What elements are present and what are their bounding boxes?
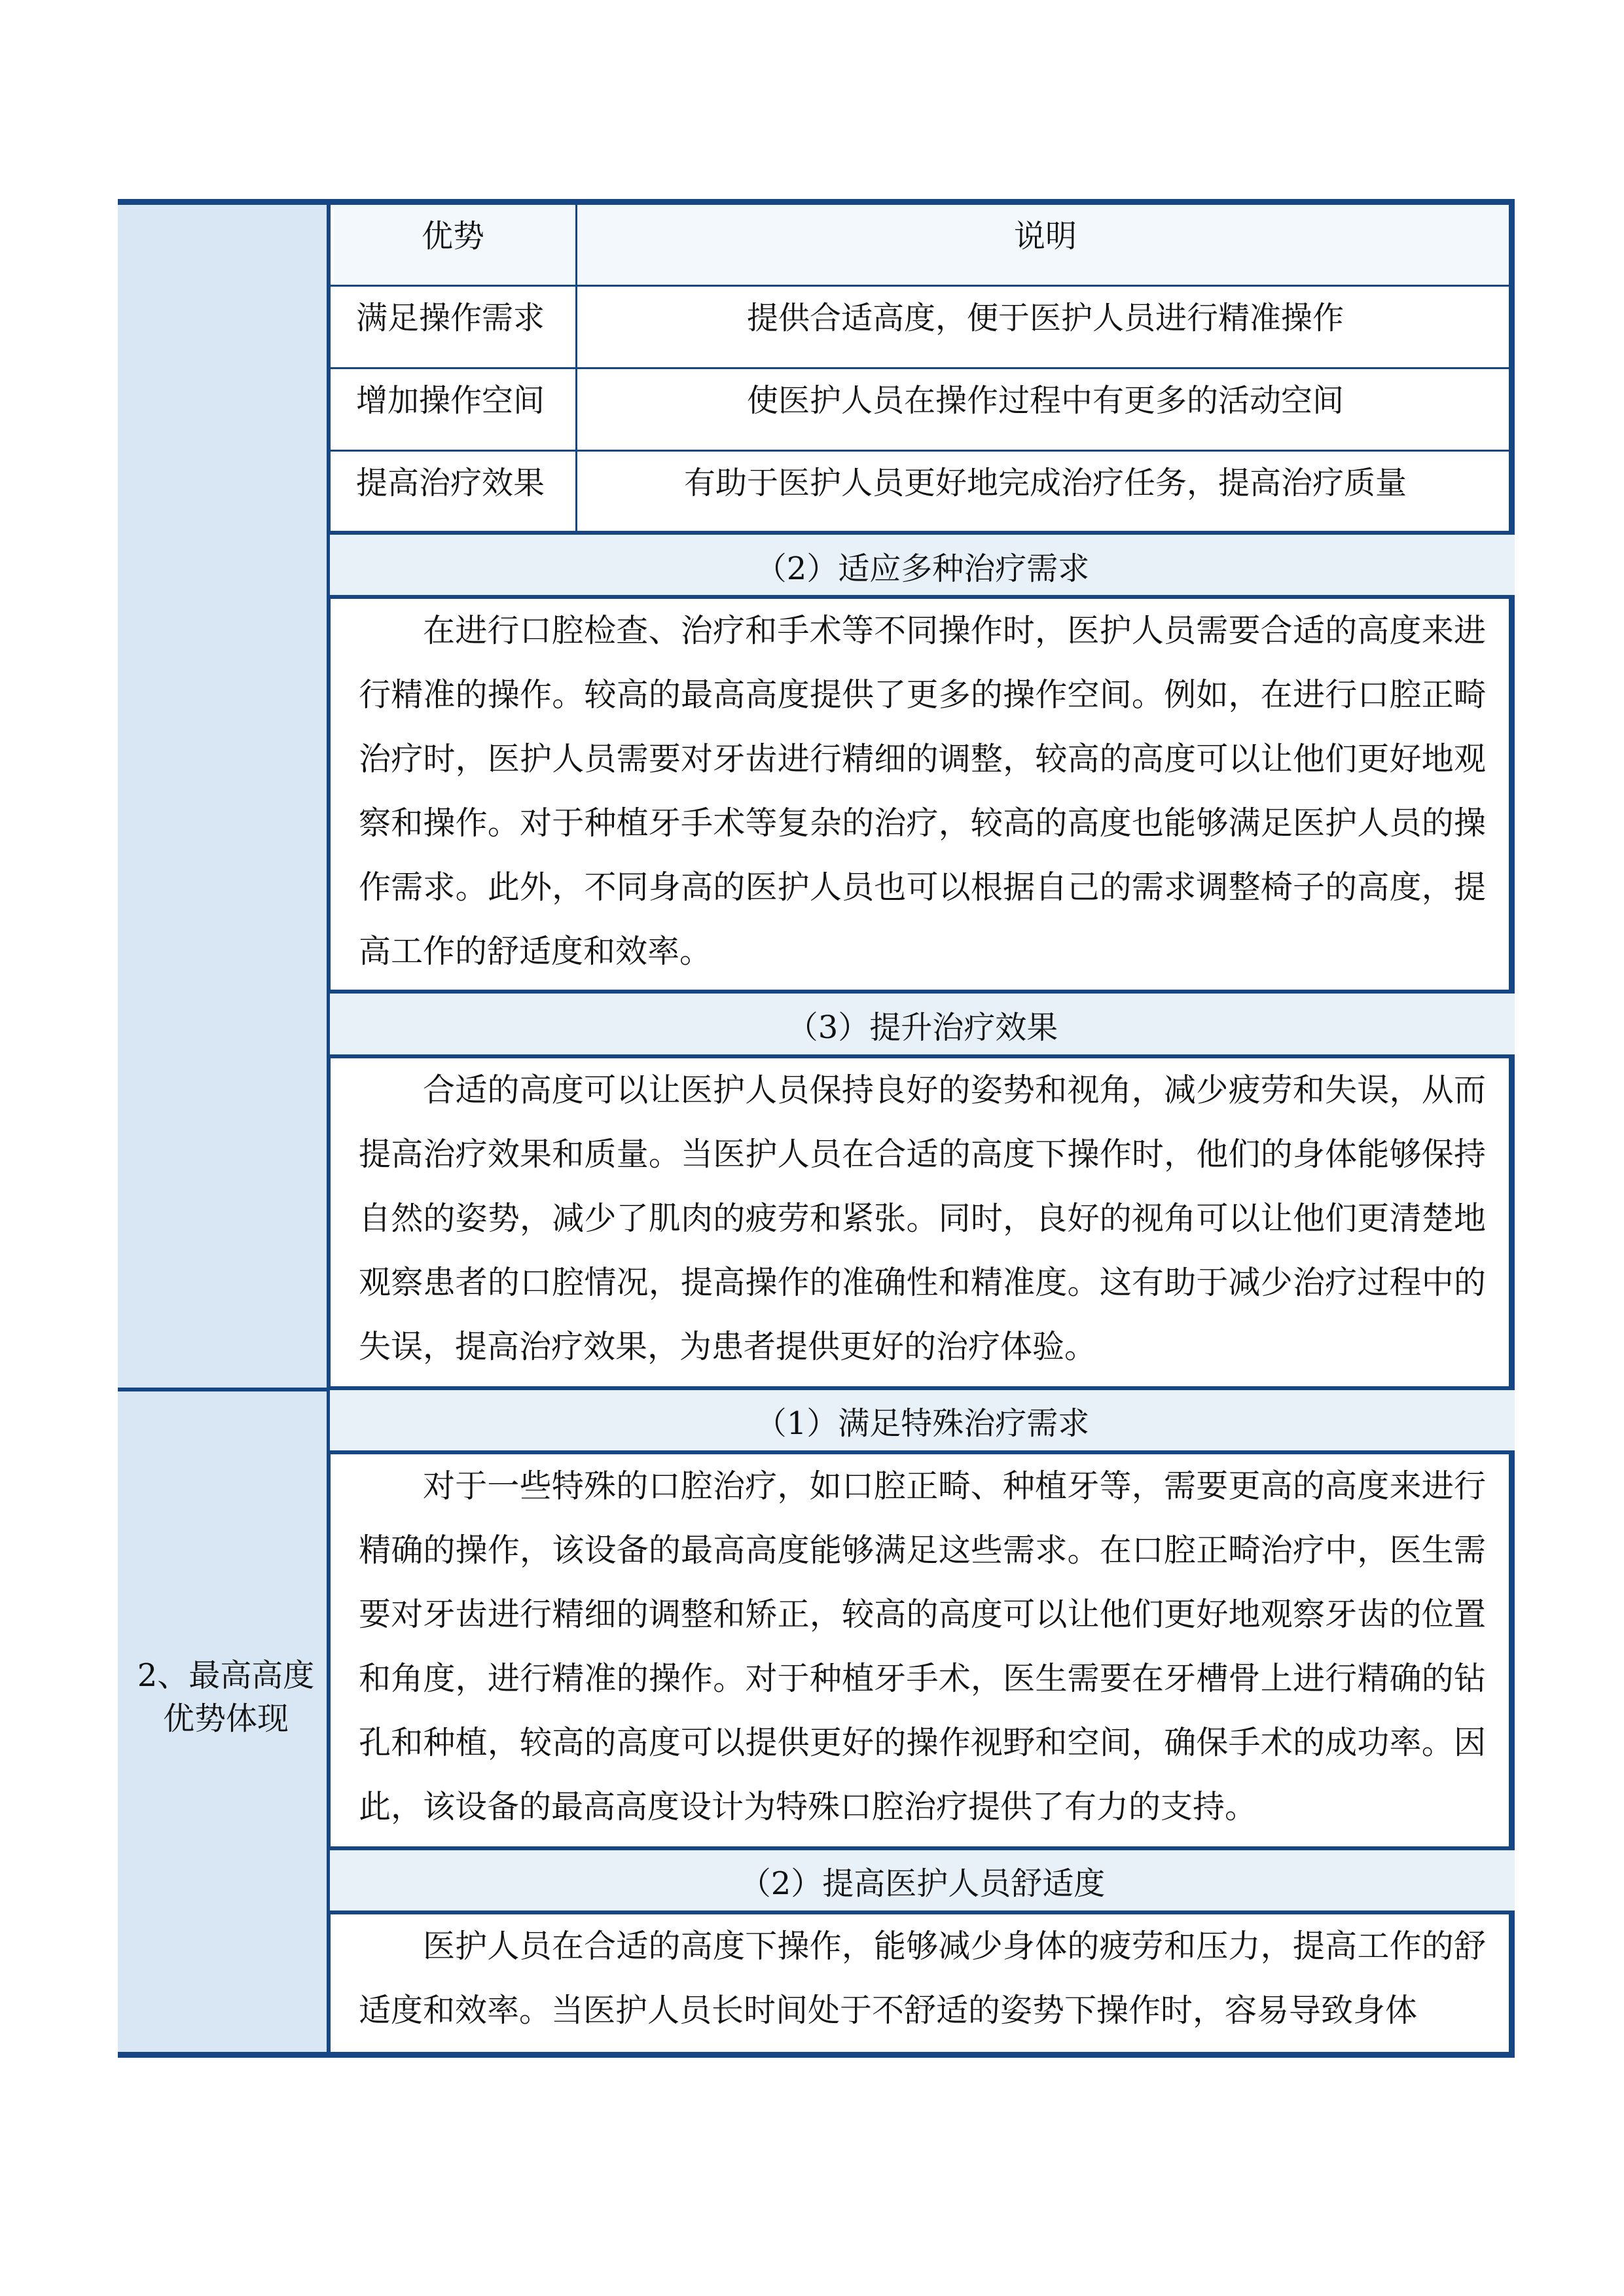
advantage-cell: 提高治疗效果	[356, 465, 545, 501]
subsection-text: 医护人员在合适的高度下操作，能够减少身体的疲劳和压力，提高工作的舒适度和效率。当医护人员长时间处于不舒适的姿势下操作时，容易导致身体	[359, 1928, 1486, 2029]
subsection-text: 在进行口腔检查、治疗和手术等不同操作时，医护人员需要合适的高度来进行精准的操作。较高的最高高度提供了更多的操作空间。例如，在进行口腔正畸治疗时，医护人员需要对牙齿进行精细的调整，较高的高度可以让他们更好地观察和操作。对于种植牙手术等复杂的治疗，较高的高度也能够满足医护人员的操作需求。此外，不同身高的医护人员也可以根据自己的需求调整椅子的高度，提高工作的舒适度和效率。	[359, 612, 1486, 970]
column-divider	[575, 205, 577, 532]
subsection-text: 合适的高度可以让医护人员保持良好的姿势和视角，减少疲劳和失误，从而提高治疗效果和质量。当医护人员在合适的高度下操作时，他们的身体能够保持自然的姿势，减少了肌肉的疲劳和紧张。同时，良好的视角可以让他们更清楚地观察患者的口腔情况，提高操作的准确性和精准度。这有助于减少治疗过程中的失误，提高治疗效果，为患者提供更好的治疗体验。	[359, 1071, 1486, 1365]
subsection-title: （2）适应多种治疗需求	[330, 535, 1515, 596]
header-advantage: 优势	[421, 218, 484, 255]
subsection-title: （3）提升治疗效果	[330, 994, 1515, 1056]
section1-label-cell	[118, 205, 331, 1388]
subsection-text: 对于一些特殊的口腔治疗，如口腔正畸、种植牙等，需要更高的高度来进行精确的操作，该设备的最高高度能够满足这些需求。在口腔正畸治疗中，医生需要对牙齿进行精细的调整和矫正，较高的高度可以让他们更好地观察牙齿的位置和角度，进行精准的操作。对于种植牙手术，医生需要在牙槽骨上进行精确的钻孔和种植，较高的高度可以提供更好的操作视野和空间，确保手术的成功率。因此，该设备的最高高度设计为特殊口腔治疗提供了有力的支持。	[359, 1467, 1486, 1825]
description-cell: 有助于医护人员更好地完成治疗任务，提高治疗质量	[683, 465, 1407, 501]
section2-label: 2、最高高度优势体现	[137, 1657, 315, 1737]
description-cell: 提供合适高度，便于医护人员进行精准操作	[746, 300, 1344, 336]
subsection-title: （1）满足特殊治疗需求	[330, 1390, 1515, 1451]
header-description: 说明	[1013, 218, 1077, 255]
subsection-title: （2）提高医护人员舒适度	[330, 1850, 1515, 1911]
description-cell: 使医护人员在操作过程中有更多的活动空间	[746, 382, 1344, 419]
advantage-cell: 增加操作空间	[356, 382, 545, 419]
advantage-cell: 满足操作需求	[356, 300, 545, 336]
